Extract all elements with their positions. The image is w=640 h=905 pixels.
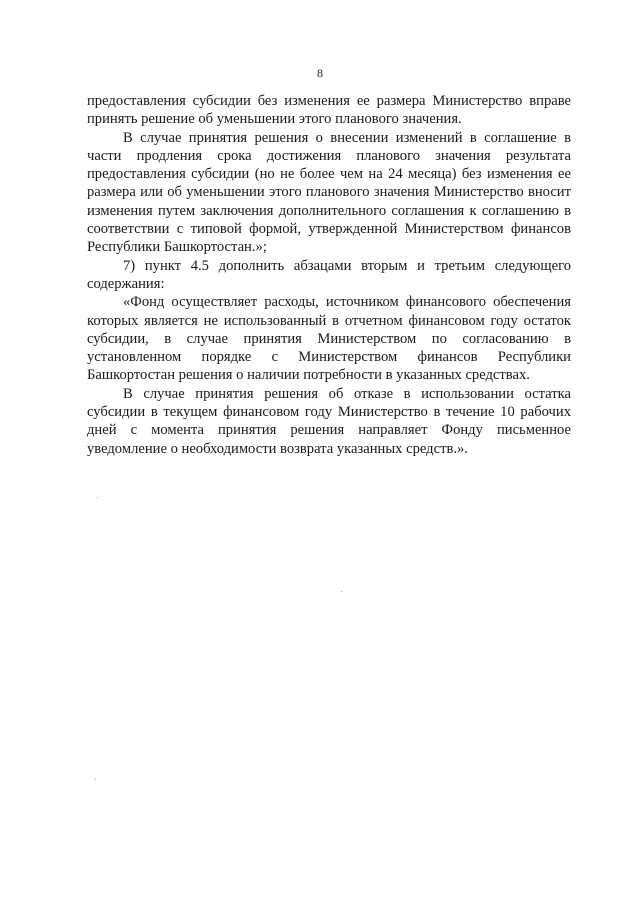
scan-speck bbox=[97, 497, 98, 498]
paragraph-3: 7) пункт 4.5 дополнить абзацами вторым и третьим следующего содержания: bbox=[87, 257, 571, 292]
scan-speck bbox=[95, 779, 96, 780]
page-number: 8 bbox=[317, 66, 323, 80]
paragraph-2: В случае принятия решения о внесении изменений в соглашение в части продления срока достижения планового значения результата предоставления субсидии (но не более чем на 24 месяца) без изменения ее размера или об уменьшении этого планового значения Министерство вносит изменения путем заключения дополнительного соглашения к соглашению в соответствии с типовой формой, утвержденной Министерством финансов Республики Башкортостан.»; bbox=[87, 129, 571, 256]
document-body bbox=[87, 92, 571, 458]
scan-speck bbox=[341, 591, 342, 592]
paragraph-5: В случае принятия решения об отказе в использовании остатка субсидии в текущем финансовом году Министерство в течение 10 рабочих дней с момента принятия решения направляет Фонду письменное уведомление о необходимости возврата указанных средств.». bbox=[87, 385, 571, 457]
paragraph-4: «Фонд осуществляет расходы, источником финансового обеспечения которых является не использованный в отчетном финансовом году остаток субсидии, в случае принятия Министерством по согласованию в установленном порядке с Министерством финансов Республики Башкортостан решения о наличии потребности в указанных средствах. bbox=[87, 294, 571, 384]
paragraph-1: предоставления субсидии без изменения ее размера Министерство вправе принять решение об уменьшении этого планового значения. bbox=[87, 93, 571, 128]
